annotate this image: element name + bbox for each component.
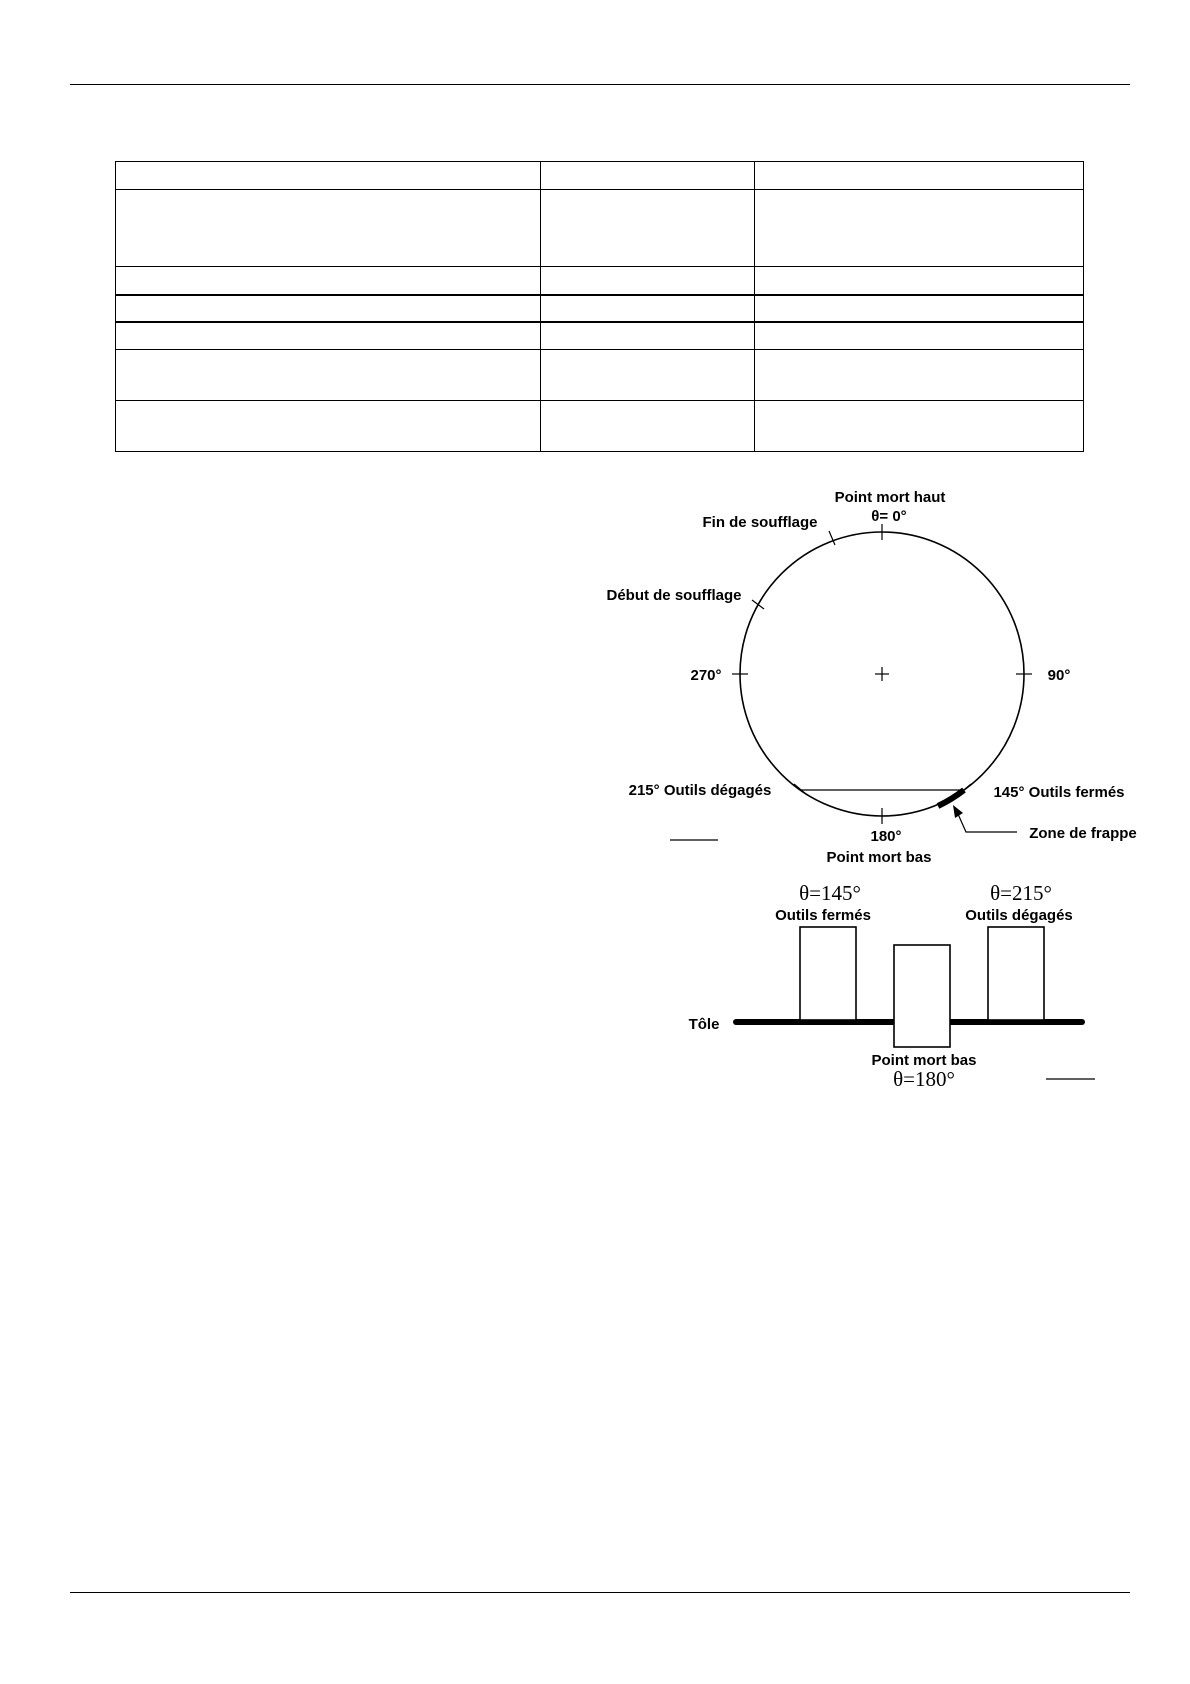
tool-position-diagram — [689, 881, 1095, 1091]
label-zone-frappe: Zone de frappe — [1029, 825, 1137, 842]
label-90: 90° — [1047, 667, 1071, 684]
footer-rule — [70, 1592, 1130, 1593]
label-180: 180° — [870, 828, 902, 845]
tool-215 — [988, 927, 1044, 1020]
label-point-mort-haut: Point mort haut — [834, 489, 946, 506]
label-debut-soufflage: Début de soufflage — [606, 587, 742, 604]
label-theta-145: θ=145° — [799, 881, 861, 905]
label-theta-215: θ=215° — [990, 881, 1052, 905]
label-theta-180: θ=180° — [893, 1067, 955, 1091]
tick-debut-soufflage — [752, 600, 764, 609]
label-outils-degages: Outils dégagés — [965, 907, 1073, 924]
tool-145 — [800, 927, 856, 1020]
tool-180 — [894, 945, 950, 1047]
label-theta-zero: θ= 0° — [871, 508, 907, 525]
zone-frappe-arc — [938, 790, 964, 806]
label-tole: Tôle — [688, 1016, 720, 1033]
label-outils-fermes: Outils fermés — [775, 907, 871, 924]
label-point-mort-bas-2: Point mort bas — [871, 1052, 977, 1069]
press-cycle-diagram — [606, 489, 1136, 866]
label-270: 270° — [690, 667, 722, 684]
label-point-mort-bas: Point mort bas — [826, 849, 932, 866]
label-145-outils-fermes: 145° Outils fermés — [993, 784, 1125, 801]
label-215-outils-degages: 215° Outils dégagés — [628, 782, 772, 799]
zone-frappe-arrowhead — [953, 805, 963, 818]
zone-frappe-leader — [958, 814, 1017, 832]
tick-fin-soufflage — [829, 531, 835, 545]
label-fin-soufflage: Fin de soufflage — [702, 514, 818, 531]
